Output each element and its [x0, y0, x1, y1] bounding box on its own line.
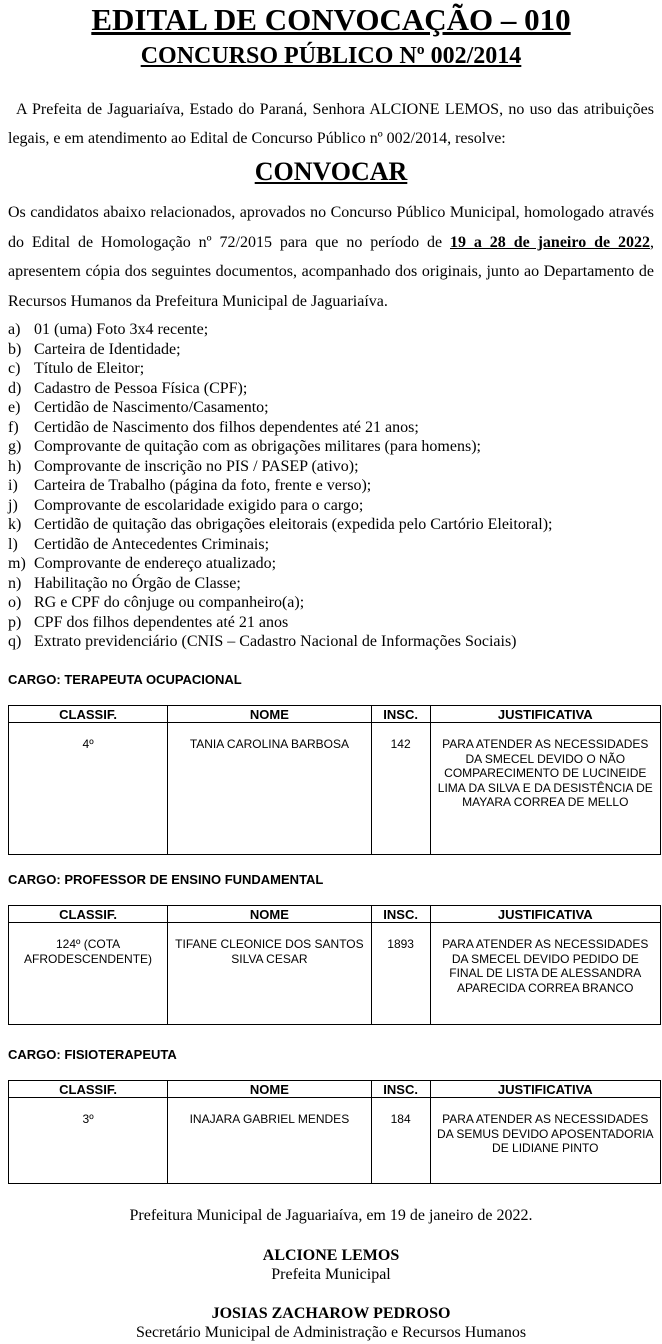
list-text: Certidão de Antecedentes Criminais;	[34, 535, 270, 553]
cell-insc: 1893	[371, 923, 430, 1025]
list-item	[8, 340, 654, 360]
cargo-table	[8, 905, 661, 1025]
list-item	[8, 398, 654, 418]
list-text: Comprovante de endereço atualizado;	[34, 555, 277, 572]
list-item	[8, 613, 654, 633]
header-nome: NOME	[168, 1081, 372, 1098]
table-header-row	[9, 706, 661, 723]
list-text: Habilitação no Órgão de Classe;	[34, 574, 241, 592]
header-insc: INSC.	[371, 706, 430, 723]
table-header-row	[9, 906, 661, 923]
cargo-heading: CARGO: FISIOTERAPEUTA	[8, 1047, 177, 1062]
table-row	[9, 923, 661, 1025]
list-letter: o)	[8, 594, 22, 611]
document-subtitle: CONCURSO PÚBLICO Nº 002/2014	[140, 43, 522, 69]
cell-insc: 184	[371, 1098, 430, 1184]
header-nome: NOME	[168, 706, 372, 723]
list-text: Certidão de Nascimento/Casamento;	[34, 399, 269, 416]
list-item	[8, 457, 654, 477]
place-date: Prefeitura Municipal de Jaguariaíva, em 19 de janeiro de 2022.	[129, 1207, 533, 1224]
list-item	[8, 535, 654, 555]
list-letter: j)	[8, 496, 18, 514]
list-text: Certidão de quitação das obrigações eleitorais (expedida pelo Cartório Eleitoral);	[34, 516, 553, 533]
signer-name: JOSIAS ZACHAROW PEDROSO	[211, 1305, 451, 1322]
list-text: Carteira de Identidade;	[34, 340, 181, 358]
table-row	[9, 723, 661, 855]
cell-classif: 124º (COTA AFRODESCENDENTE)	[9, 923, 168, 1025]
header-classif: CLASSIF.	[9, 1081, 168, 1098]
signer-role: Secretário Municipal de Administração e Recursos Humanos	[135, 1324, 527, 1341]
list-text: Carteira de Trabalho (página da foto, frente e verso);	[34, 477, 372, 494]
cargo-table	[8, 1080, 661, 1184]
cargo-heading: CARGO: TERAPEUTA OCUPACIONAL	[8, 672, 242, 687]
table-header-row	[9, 1081, 661, 1098]
list-text: Certidão de Nascimento dos filhos dependentes até 21 anos;	[34, 418, 419, 436]
list-letter: c)	[8, 360, 21, 377]
list-item	[8, 437, 654, 457]
cell-insc: 142	[371, 723, 430, 855]
cell-nome: TANIA CAROLINA BARBOSA	[168, 723, 372, 855]
header-classif: CLASSIF.	[9, 706, 168, 723]
list-item	[8, 496, 654, 516]
list-letter: l)	[8, 535, 18, 553]
list-letter: h)	[8, 457, 22, 475]
body-text-end: , apresentem cópia dos seguintes documentos, acompanhado dos originais, junto ao Departamento de Recursos Humanos da Prefeitura Municipal de Jaguariaíva.	[8, 233, 654, 310]
list-letter: d)	[8, 379, 22, 397]
list-text: Comprovante de inscrição no PIS / PASEP (ativo);	[34, 457, 359, 475]
cell-justificativa: PARA ATENDER AS NECESSIDADES DA SEMUS DEVIDO APOSENTADORIA DE LIDIANE PINTO	[430, 1098, 660, 1184]
list-item	[8, 593, 654, 613]
table-row	[9, 1098, 661, 1184]
cargo-heading: CARGO: PROFESSOR DE ENSINO FUNDAMENTAL	[8, 872, 324, 887]
documents-list	[8, 320, 654, 652]
list-text: CPF dos filhos dependentes até 21 anos	[34, 613, 289, 631]
intro-paragraph: A Prefeita de Jaguariaíva, Estado do Paraná, Senhora ALCIONE LEMOS, no uso das atribuições legais, e em atendimento ao Edital de Concurso Público nº 002/2014, resolve:	[8, 101, 654, 147]
list-item	[8, 554, 654, 574]
list-letter: q)	[8, 633, 22, 650]
cell-nome: INAJARA GABRIEL MENDES	[168, 1098, 372, 1184]
list-text: Cadastro de Pessoa Física (CPF);	[34, 379, 248, 397]
list-text: Título de Eleitor;	[34, 360, 145, 377]
body-paragraph	[8, 198, 654, 316]
body-text-start: Os candidatos abaixo relacionados, aprovados no Concurso Público Municipal, homologado através do Edital de Homologação nº 72/2015 para que no período de	[8, 204, 654, 251]
list-item	[8, 379, 654, 399]
list-item	[8, 515, 654, 535]
list-text: Comprovante de escolaridade exigido para o cargo;	[34, 496, 364, 514]
cell-nome: TIFANE CLEONICE DOS SANTOS SILVA CESAR	[168, 923, 372, 1025]
header-nome: NOME	[168, 906, 372, 923]
header-justificativa: JUSTIFICATIVA	[430, 906, 660, 923]
header-classif: CLASSIF.	[9, 906, 168, 923]
list-text: Extrato previdenciário (CNIS – Cadastro Nacional de Informações Sociais)	[34, 633, 517, 650]
signer-name: ALCIONE LEMOS	[262, 1247, 400, 1264]
list-text: Comprovante de quitação com as obrigações militares (para homens);	[34, 438, 481, 455]
list-letter: a)	[8, 321, 21, 338]
list-item	[8, 418, 654, 438]
list-item	[8, 320, 654, 340]
list-item	[8, 574, 654, 594]
list-letter: i)	[8, 477, 18, 494]
signer-role: Prefeita Municipal	[271, 1266, 391, 1283]
cell-classif: 3º	[9, 1098, 168, 1184]
list-letter: k)	[8, 516, 22, 533]
header-insc: INSC.	[371, 906, 430, 923]
list-letter: b)	[8, 340, 22, 358]
header-insc: INSC.	[371, 1081, 430, 1098]
cargo-table	[8, 705, 661, 855]
period-highlight: 19 a 28 de janeiro de 2022	[450, 233, 650, 251]
cell-justificativa: PARA ATENDER AS NECESSIDADES DA SMECEL DEVIDO O NÃO COMPARECIMENTO DE LUCINEIDE LIMA DA SILVA E DA DESISTÊNCIA DE MAYARA CORREA DE MELLO	[430, 723, 660, 855]
header-justificativa: JUSTIFICATIVA	[430, 706, 660, 723]
list-letter: n)	[8, 574, 22, 592]
list-item	[8, 632, 654, 652]
cell-justificativa: PARA ATENDER AS NECESSIDADES DA SMECEL DEVIDO PEDIDO DE FINAL DE LISTA DE ALESSANDRA APARECIDA CORREA BRANCO	[430, 923, 660, 1025]
list-item	[8, 359, 654, 379]
list-letter: e)	[8, 399, 21, 416]
document-title: EDITAL DE CONVOCAÇÃO – 010	[91, 2, 571, 37]
list-text: RG e CPF do cônjuge ou companheiro(a);	[34, 594, 305, 611]
cell-classif: 4º	[9, 723, 168, 855]
list-letter: g)	[8, 438, 22, 455]
list-letter: p)	[8, 613, 22, 631]
list-text: 01 (uma) Foto 3x4 recente;	[34, 321, 209, 338]
list-letter: f)	[8, 418, 19, 436]
list-letter: m)	[8, 555, 26, 572]
header-justificativa: JUSTIFICATIVA	[430, 1081, 660, 1098]
list-item	[8, 476, 654, 496]
convocar-heading: CONVOCAR	[254, 157, 408, 186]
